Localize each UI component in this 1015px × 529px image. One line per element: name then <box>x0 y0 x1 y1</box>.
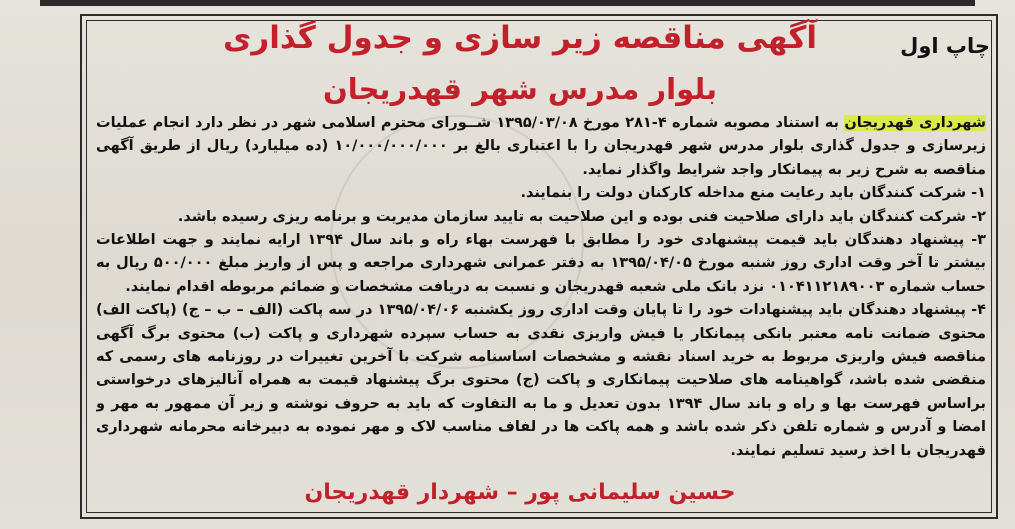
clause-1: ۱- شرکت کنندگان باید رعایت منع مداخله کارکنان دولت را بنمایند. <box>520 185 986 202</box>
ad-body <box>96 112 986 482</box>
intro-paragraph <box>96 112 986 182</box>
edition-label: چاپ اول <box>900 34 990 58</box>
signature-line: حسین سلیمانی پور – شهردار قهدریجان <box>304 480 736 505</box>
intro-text: به استناد مصوبه شماره ۴-۲۸۱ مورخ ۱۳۹۵/۰۳/۰۸ شــورای محترم اسلامی شهر در نظر دارد انجام عملیات زیرسازی و جدول گذاری بلوار مدرس شهر قهدریجان را با اعتباری بالغ بر ۱۰/۰۰۰/۰۰۰/۰۰۰ (ده میلیارد) ریال از طریق آگهی مناقصه به شرح زیر به پیمانکار واجد شرایط واگذار نماید. <box>96 115 986 178</box>
ad-title: آگهی مناقصه زیر سازی و جدول گذاری <box>222 20 818 56</box>
clause-3: ۳- پیشنهاد دهندگان باید قیمت پیشنهادی خود را مطابق با فهرست بهاء راه و باند سال ۱۳۹۴ ارایه نمایند و جهت اطلاعات بیشتر تا آخر وقت اداری روز شنبه مورخ ۱۳۹۵/۰۴/۰۵ به دفتر عمرانی شهرداری مراجعه و پس از واریز مبلغ ۵۰۰/۰۰۰ ریال به حساب شماره ۰۱۰۴۱۱۲۱۸۹۰۰۳ نزد بانک ملی شعبه قهدریجان و نسبت به دریافت مشخصات و ضمائم مربوطه اقدام نمایند. <box>96 232 986 295</box>
top-border-strip <box>40 0 975 6</box>
clause-4: ۴- پیشنهاد دهندگان باید پیشنهادات خود را تا پایان وقت اداری روز یکشنبه ۱۳۹۵/۰۴/۰۶ در سه پاکت (الف – ب – ج) (پاکت الف) محتوی ضمانت نامه معتبر بانکی پیمانکار یا فیش واریزی نقدی به حساب سپرده شهرداری و پاکت (ب) محتوی برگ آگهی مناقصه فیش واریزی مربوط به خرید اسناد نقشه و مشخصات اساسنامه شرکت با آخرین تغییرات در روزنامه های رسمی که منقضی شده باشد، گواهینامه های صلاحیت پیمانکاری و پاکت (ج) محتوی برگ پیشنهاد قیمت به همراه آنالیزهای درخواستی براساس فهرست بها و راه و باند سال ۱۳۹۴ بدون تعدیل و ما به التفاوت که باید به حروف نوشته و زیر آن ممهور به مهر و امضا و آدرس و شماره تلفن ذکر شده باشد و همه پاکت ها در لفاف مناسب لاک و مهر نموده به دبیرخانه محرمانه شهرداری قهدریجان با اخذ رسید تسلیم نمایند. <box>96 302 986 459</box>
clause-2: ۲- شرکت کنندگان باید دارای صلاحیت فنی بوده و این صلاحیت به تایید سازمان مدیریت و برنامه ریزی رسیده باشد. <box>177 208 986 225</box>
organization-name: شهرداری قهدریجان <box>844 115 986 131</box>
ad-subtitle: بلوار مدرس شهر قهدریجان <box>323 72 717 106</box>
